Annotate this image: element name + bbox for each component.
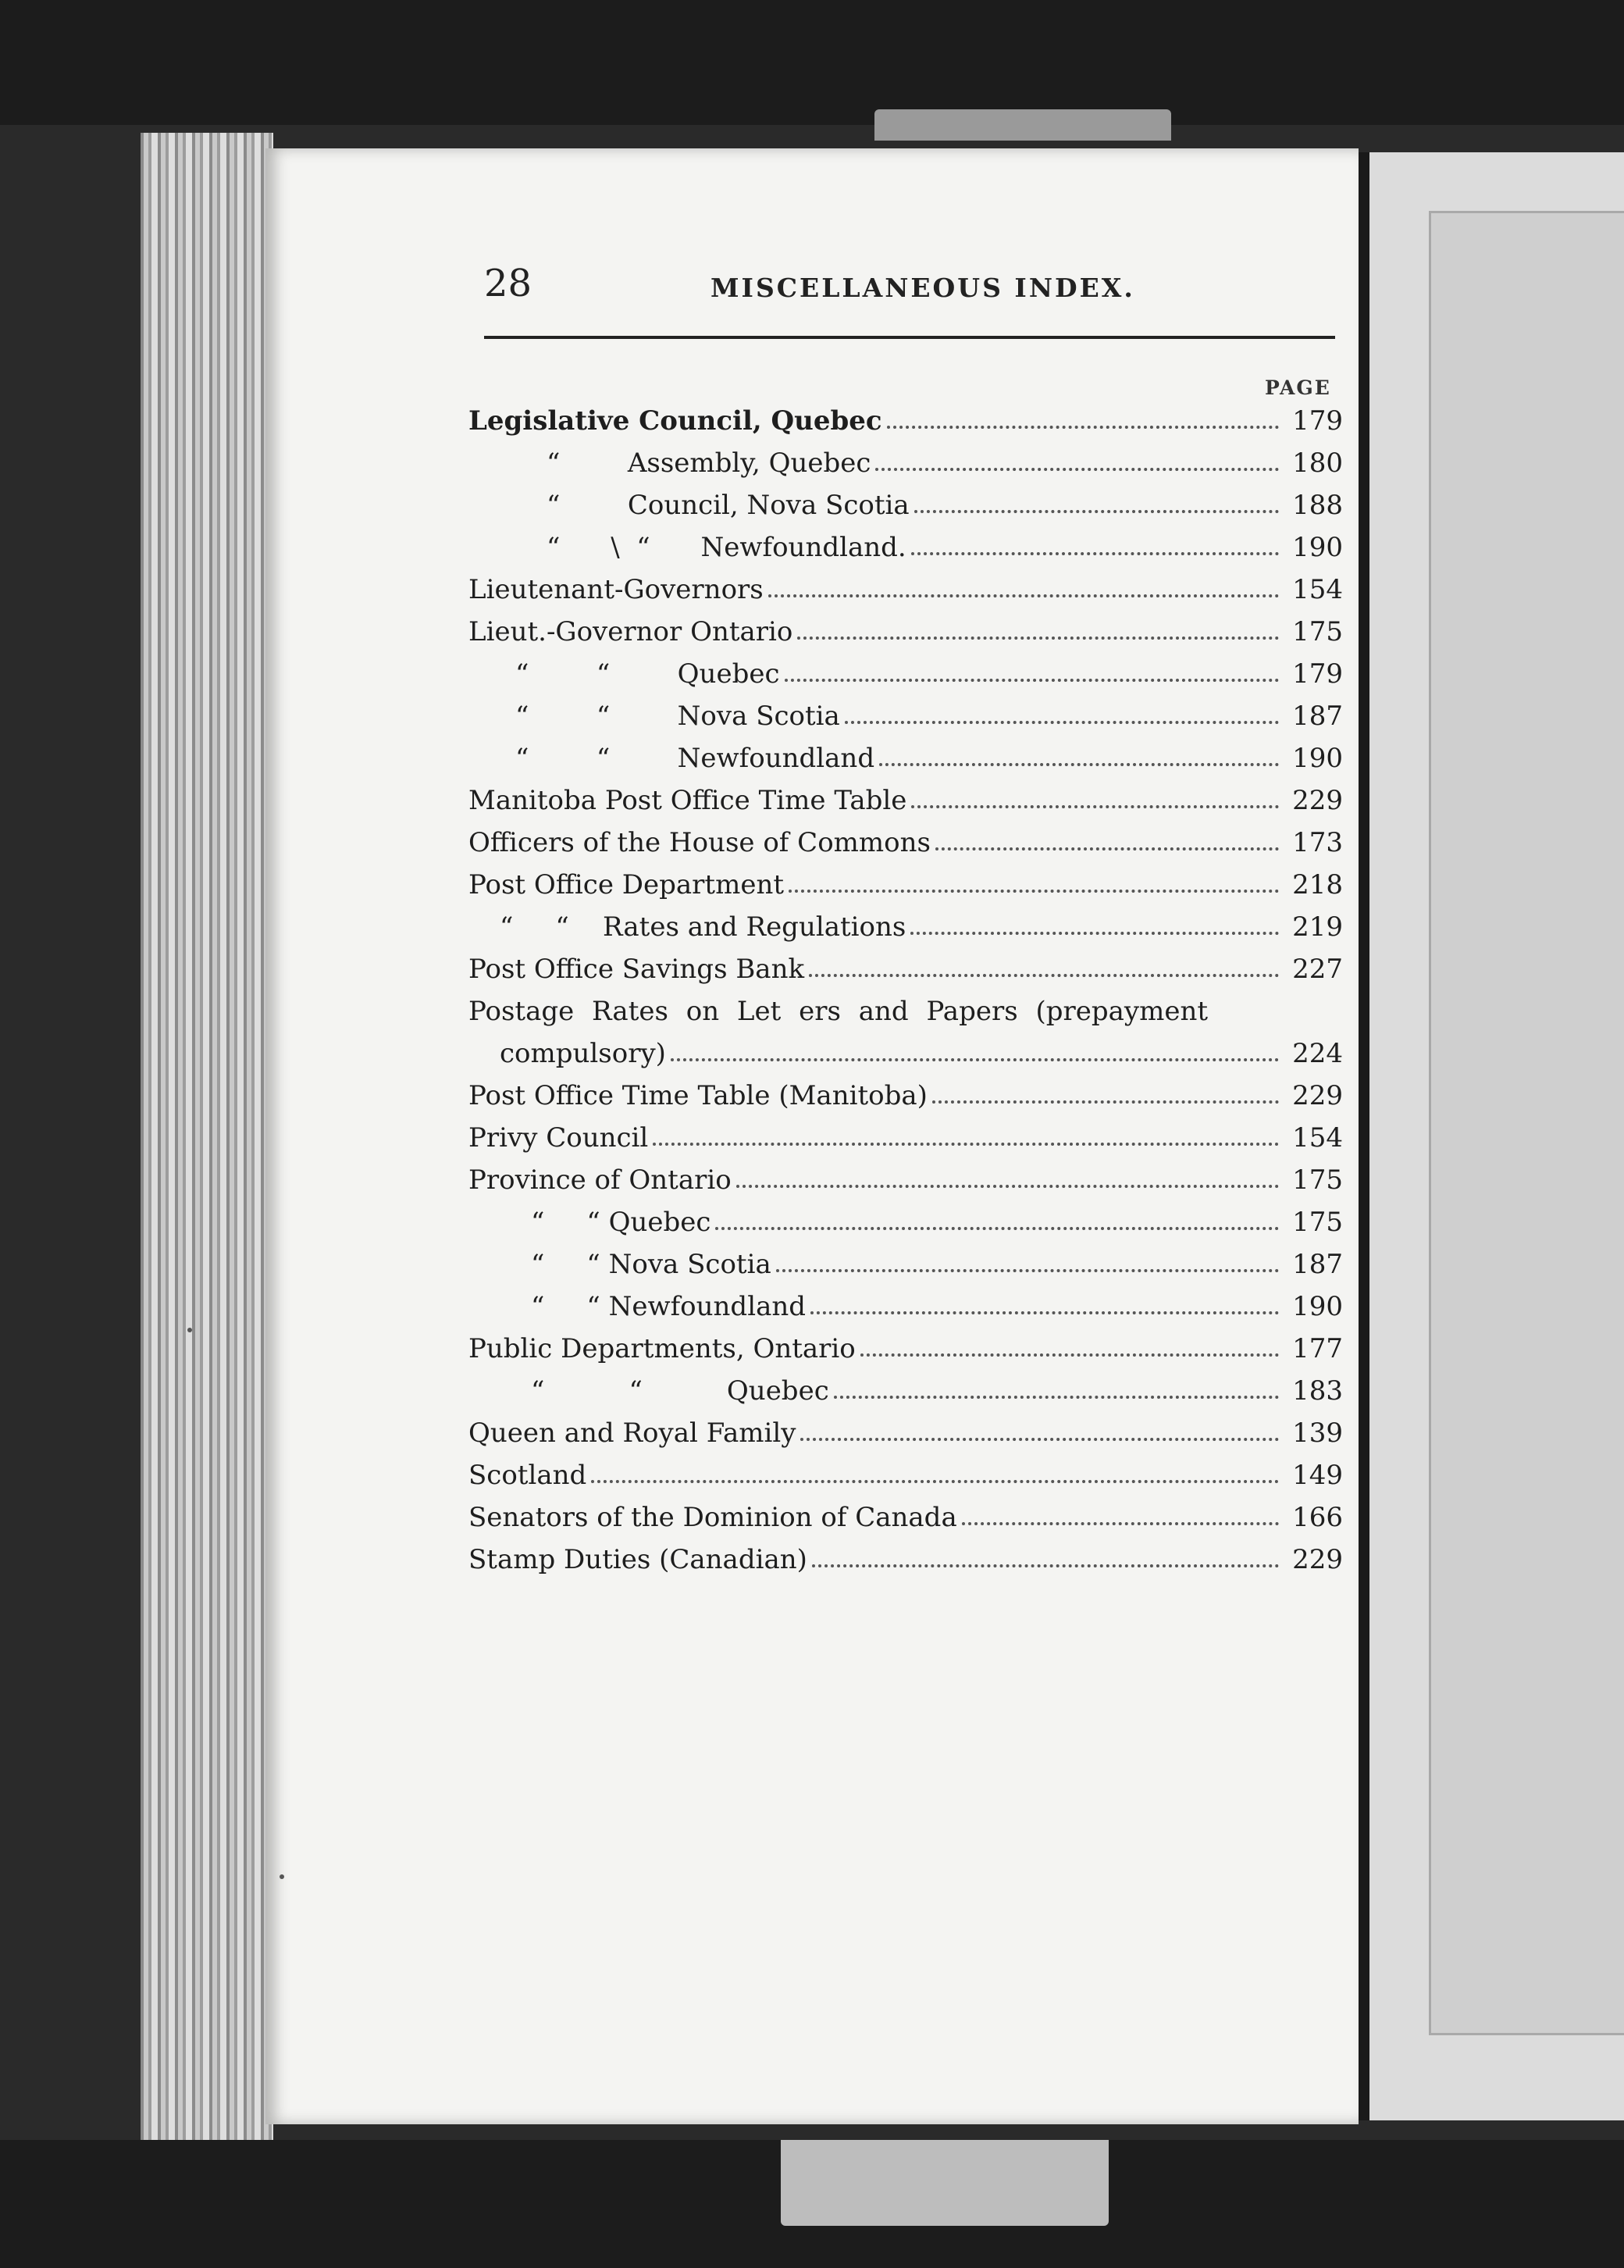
index-entry-label: Scotland [468, 1460, 591, 1491]
dot-leader [875, 468, 1279, 471]
index-entry-label: Manitoba Post Office Time Table [468, 785, 911, 816]
index-entry-label: “ “ Nova Scotia [515, 701, 845, 732]
index-entry-page: 173 [1292, 827, 1343, 858]
index-entry-label: “ Council, Nova Scotia [547, 490, 914, 521]
index-entry-label: “ \ “ Newfoundland. [547, 532, 911, 563]
index-entry-page: 149 [1292, 1460, 1343, 1491]
index-entry-label: “ “ Quebec [515, 658, 785, 690]
index-entry [468, 732, 1343, 774]
index-entry-page: 139 [1292, 1418, 1343, 1449]
index-entry [468, 521, 1343, 563]
dot-leader [715, 1227, 1279, 1230]
index-entry-label: “ “ Quebec [531, 1375, 834, 1407]
index-entry [468, 394, 1343, 437]
page-number: 28 [484, 262, 532, 305]
running-title: MISCELLANEOUS INDEX. [710, 273, 1135, 303]
index-entry-label: Legislative Council, Quebec [468, 405, 887, 437]
index-entry-page: 229 [1292, 1080, 1343, 1111]
index-entry [468, 858, 1343, 900]
dot-leader [789, 890, 1279, 893]
dot-leader [785, 679, 1279, 682]
dot-leader [845, 721, 1279, 724]
index-entry-page: 179 [1292, 405, 1343, 437]
index-entry-label: Post Office Savings Bank [468, 954, 809, 985]
index-entry [468, 900, 1343, 943]
ink-speck [280, 1874, 284, 1879]
dot-leader [910, 932, 1279, 935]
index-entry [468, 1491, 1343, 1533]
index-entry [468, 1196, 1343, 1238]
dot-leader [653, 1143, 1279, 1146]
index-entry [468, 1238, 1343, 1280]
dot-leader [962, 1522, 1279, 1525]
index-entry-label: “ “ Newfoundland [531, 1291, 810, 1322]
index-entry [468, 1111, 1343, 1154]
index-entry [468, 1449, 1343, 1491]
index-entry-label: “ “ Quebec [531, 1207, 715, 1238]
index-entry-page: 219 [1292, 911, 1343, 943]
index-entry [468, 1364, 1343, 1407]
dot-leader [911, 805, 1279, 808]
index-entry-label: Privy Council [468, 1122, 653, 1154]
index-entry-page: 190 [1292, 743, 1343, 774]
index-entry-page: 229 [1292, 785, 1343, 816]
index-entry [468, 1533, 1343, 1575]
index-entry [468, 816, 1343, 858]
index-entry-label: “ “ Nova Scotia [531, 1249, 776, 1280]
index-entry [468, 774, 1343, 816]
index-entry-label: Queen and Royal Family [468, 1418, 800, 1449]
dot-leader [671, 1058, 1279, 1061]
index-entry [468, 1154, 1343, 1196]
index-entry-label: Stamp Duties (Canadian) [468, 1544, 812, 1575]
dot-leader [810, 1311, 1279, 1314]
index-entry-label: Postage Rates on Let ers and Papers (prepayment [468, 996, 1213, 1027]
ink-speck [187, 1328, 192, 1332]
index-entry-page: 227 [1292, 954, 1343, 985]
index-entry-label: Lieutenant-Governors [468, 574, 768, 605]
dot-leader [776, 1269, 1279, 1272]
index-entry-label: Lieut.-Governor Ontario [468, 616, 797, 647]
index-entry-label: Public Departments, Ontario [468, 1333, 860, 1364]
index-entry [468, 1069, 1343, 1111]
index-entry [468, 1322, 1343, 1364]
index-entry-page: 175 [1292, 616, 1343, 647]
index-entry-label: Post Office Department [468, 869, 789, 900]
index-entry-label: Officers of the House of Commons [468, 827, 935, 858]
binding-clip-top [874, 109, 1171, 141]
index-entry [468, 943, 1343, 985]
index-entry [468, 1280, 1343, 1322]
index-entry [468, 1407, 1343, 1449]
facing-page-plate [1429, 211, 1624, 2035]
dot-leader [797, 637, 1279, 640]
index-entry [468, 1027, 1343, 1069]
index-entry-page: 180 [1292, 448, 1343, 479]
index-entry-label: Senators of the Dominion of Canada [468, 1502, 962, 1533]
dot-leader [736, 1185, 1279, 1188]
index-entry [468, 647, 1343, 690]
index-entry-page: 154 [1292, 1122, 1343, 1154]
index-entry [468, 479, 1343, 521]
index-entry-page: 188 [1292, 490, 1343, 521]
dot-leader [914, 510, 1279, 513]
index-entry [468, 437, 1343, 479]
dot-leader [809, 974, 1279, 977]
dot-leader [887, 426, 1279, 429]
dot-leader [800, 1438, 1279, 1441]
index-entry-page: 175 [1292, 1207, 1343, 1238]
index-entry-label: “ Assembly, Quebec [547, 448, 875, 479]
index-entry [468, 605, 1343, 647]
index-entry-page: 218 [1292, 869, 1343, 900]
index-entry-label: “ “ Newfoundland [515, 743, 879, 774]
index-entry-label: Post Office Time Table (Manitoba) [468, 1080, 932, 1111]
page-header [484, 262, 1327, 316]
index-entry-page: 179 [1292, 658, 1343, 690]
index-entry-label: “ “ Rates and Regulations [500, 911, 910, 943]
index-entry-page: 190 [1292, 532, 1343, 563]
dot-leader [834, 1396, 1279, 1399]
scan-border-top [0, 0, 1624, 125]
dot-leader [860, 1353, 1279, 1357]
index-entry-page: 183 [1292, 1375, 1343, 1407]
index-entry-page: 177 [1292, 1333, 1343, 1364]
dot-leader [935, 847, 1279, 850]
dot-leader [911, 552, 1279, 555]
index-entry-page: 224 [1292, 1038, 1343, 1069]
index-entry [468, 690, 1343, 732]
index-entry-page: 154 [1292, 574, 1343, 605]
header-rule [484, 336, 1335, 339]
index-list [468, 394, 1343, 1575]
index-entry-label: compulsory) [500, 1038, 671, 1069]
page-edge-stack [141, 133, 273, 2148]
index-entry [468, 563, 1343, 605]
index-entry-page: 175 [1292, 1164, 1343, 1196]
dot-leader [932, 1100, 1279, 1104]
dot-leader [591, 1480, 1279, 1483]
index-entry-page: 229 [1292, 1544, 1343, 1575]
dot-leader [879, 763, 1279, 766]
page-column-heading: PAGE [1265, 376, 1331, 399]
dot-leader [812, 1564, 1279, 1567]
index-entry-label: Province of Ontario [468, 1164, 736, 1196]
binding-clip-bottom [781, 2140, 1109, 2226]
index-entry-page: 190 [1292, 1291, 1343, 1322]
index-entry-page: 166 [1292, 1502, 1343, 1533]
index-page [265, 148, 1359, 2124]
dot-leader [768, 594, 1279, 597]
index-entry-page: 187 [1292, 1249, 1343, 1280]
index-entry-page: 187 [1292, 701, 1343, 732]
index-entry [468, 985, 1343, 1027]
